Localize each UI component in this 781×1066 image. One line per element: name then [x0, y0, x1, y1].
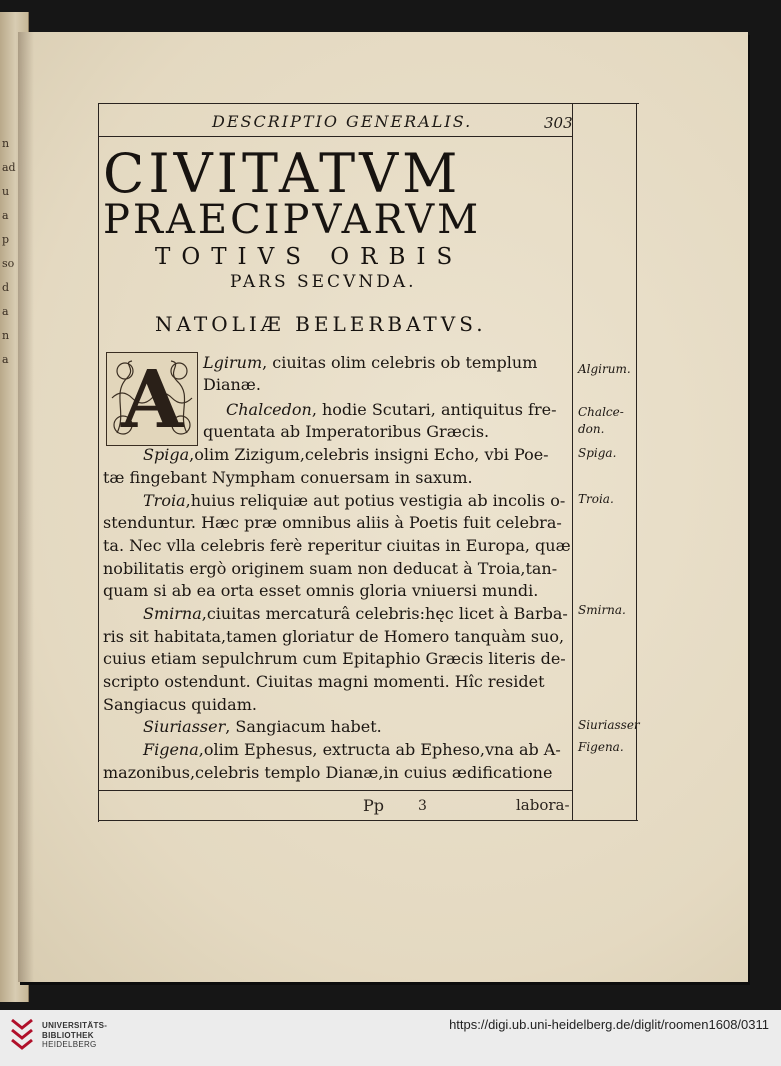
- place-name: Lgirum: [203, 353, 263, 372]
- section-heading: NATOLIÆ BELERBATVS.: [155, 312, 487, 336]
- line-text: , Sangiacum habet.: [225, 717, 382, 736]
- page-number: 303: [544, 114, 573, 132]
- fragment: a: [2, 209, 9, 222]
- title-line-2: PRAECIPVARVM: [103, 197, 482, 243]
- line-text: nobilitatis ergò originem suam non deducat à Troia,tan-: [103, 559, 558, 578]
- line-text: ,olim Ephesus, extructa ab Epheso,vna ab A-: [198, 740, 561, 759]
- margin-note: Algirum.: [578, 362, 631, 376]
- header-rule: [98, 136, 572, 137]
- running-head: DESCRIPTIO GENERALIS.: [212, 112, 473, 131]
- signature-number: 3: [418, 798, 427, 814]
- footer-rule: [98, 820, 638, 821]
- line-text: ris sit habitata,tamen gloriatur de Homero tanquàm suo,: [103, 627, 565, 646]
- text-line: [143, 739, 561, 761]
- library-name-line: BIBLIOTHEK: [42, 1030, 94, 1040]
- margin-note: Spiga.: [578, 446, 617, 460]
- line-text: Sangiacus quidam.: [103, 695, 257, 714]
- text-line: [103, 558, 557, 580]
- place-name: Troia: [143, 491, 186, 510]
- place-name: Smirna: [143, 604, 202, 623]
- line-text: scripto ostendunt. Ciuitas magni momenti. Hîc residet: [103, 672, 545, 691]
- fragment: d: [2, 281, 10, 294]
- line-text: Dianæ.: [203, 375, 261, 394]
- fragment: p: [2, 233, 10, 246]
- text-line: [143, 490, 565, 512]
- margin-note: Chalce-: [578, 405, 624, 419]
- fragment: n: [2, 137, 10, 150]
- margin-note: Figena.: [578, 740, 624, 754]
- text-line: [143, 716, 382, 738]
- text-line: [103, 580, 538, 602]
- line-text: mazonibus,celebris templo Dianæ,in cuius ædificatione: [103, 763, 553, 782]
- text-line: [103, 648, 566, 670]
- library-logo-icon[interactable]: [9, 1016, 35, 1056]
- title-line-3: TOTIVS ORBIS: [155, 244, 464, 270]
- title-line-1: CIVITATVM: [103, 142, 462, 205]
- line-text: ta. Nec vlla celebris ferè reperitur ciuitas in Europa, quæ: [103, 536, 571, 555]
- text-line: [143, 603, 568, 625]
- line-text: ,huius reliquiæ aut potius vestigia ab incolis o-: [185, 491, 566, 510]
- title-line-4: PARS SECVNDA.: [230, 272, 417, 292]
- line-text: ,olim Zizigum,celebris insigni Echo, vbi Poe-: [189, 445, 549, 464]
- text-line: [103, 626, 564, 648]
- line-text: , hodie Scutari, antiquitus fre-: [311, 400, 557, 419]
- fragment: so: [2, 257, 15, 270]
- text-line: [103, 535, 571, 557]
- line-text: quentata ab Imperatoribus Græcis.: [203, 422, 490, 441]
- gutter-shadow: [18, 32, 34, 982]
- place-name: Spiga: [143, 445, 190, 464]
- text-line: [203, 352, 537, 374]
- place-name: Figena: [143, 740, 199, 759]
- library-name-line: UNIVERSITÄTS-: [42, 1021, 108, 1030]
- line-text: quam si ab ea orta esset omnis gloria vniuersi mundi.: [103, 581, 539, 600]
- place-name: Siuriasser: [143, 717, 226, 736]
- bottom-rule: [98, 790, 572, 791]
- margin-rule-inner: [572, 103, 573, 821]
- library-name-line: HEIDELBERG: [42, 1040, 97, 1049]
- margin-note: don.: [578, 422, 605, 436]
- signature-mark: Pp: [363, 796, 385, 815]
- text-line: [103, 694, 257, 716]
- fragment: ad: [2, 161, 16, 174]
- fragment: a: [2, 353, 9, 366]
- text-line: [103, 762, 552, 784]
- margin-note: Siuriasser: [578, 718, 640, 732]
- text-line: [103, 512, 562, 534]
- catchword: labora-: [516, 796, 570, 814]
- place-name: Chalcedon: [226, 400, 312, 419]
- line-text: stenduntur. Hæc præ omnibus aliis à Poetis fuit celebra-: [103, 513, 562, 532]
- line-text: tæ fingebant Nympham conuersam in saxum.: [103, 468, 473, 487]
- text-line: [143, 444, 549, 466]
- fragment: a: [2, 305, 9, 318]
- fragment: u: [2, 185, 10, 198]
- text-line: [203, 374, 261, 396]
- text-line: [226, 399, 557, 421]
- permalink-url[interactable]: https://digi.ub.uni-heidelberg.de/diglit/roomen1608/0311: [449, 1017, 769, 1032]
- line-text: , ciuitas olim celebris ob templum: [262, 353, 538, 372]
- initial-letter: A: [120, 352, 184, 446]
- library-name: [42, 1021, 107, 1050]
- margin-note: Troia.: [578, 492, 614, 506]
- text-line: [103, 467, 473, 489]
- decorated-initial: [106, 352, 198, 446]
- line-text: cuius etiam sepulchrum cum Epitaphio Græcis literis de-: [103, 649, 566, 668]
- fragment: n: [2, 329, 10, 342]
- margin-rule-outer: [636, 103, 637, 821]
- text-line: [103, 671, 545, 693]
- line-text: ,ciuitas mercaturâ celebris:hęc licet à Barba-: [201, 604, 568, 623]
- margin-note: Smirna.: [578, 603, 626, 617]
- text-line: [203, 421, 489, 443]
